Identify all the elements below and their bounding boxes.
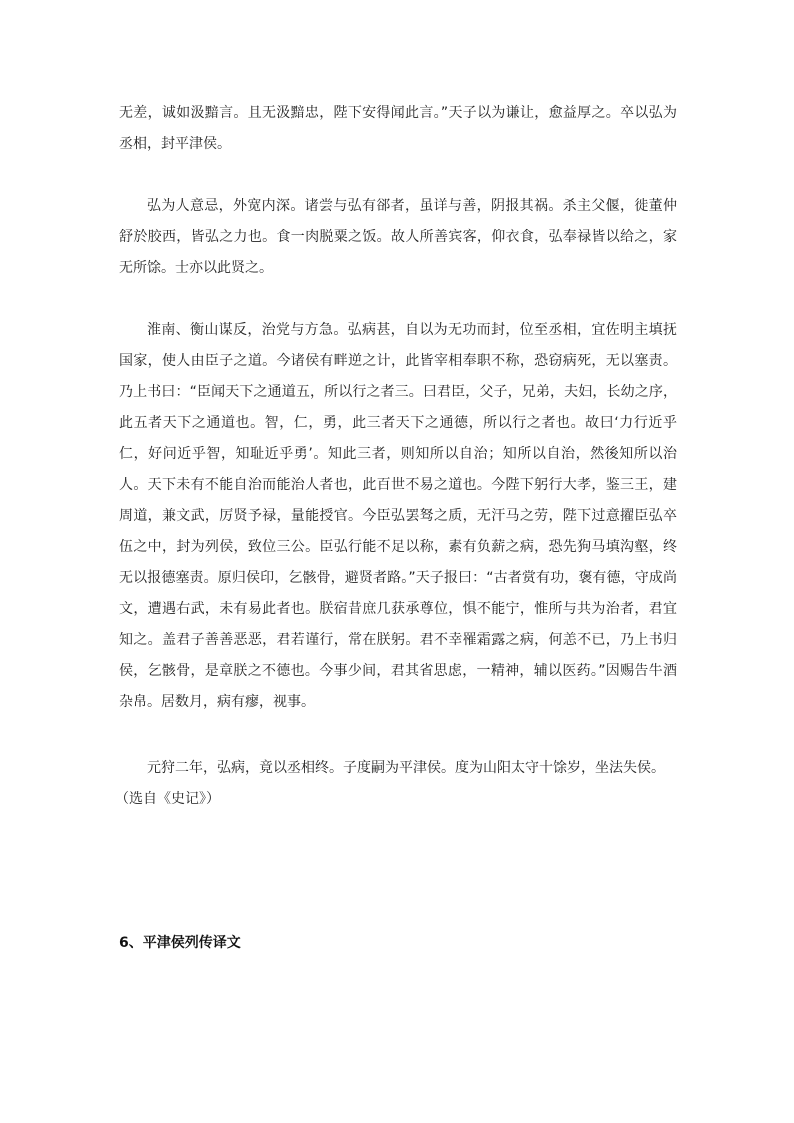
section-heading: 6、平津侯列传译文 — [119, 935, 241, 951]
paragraph-1: 无差，诚如汲黯言。且无汲黯忠，陛下安得闻此言。”天子以为谦让，愈益厚之。卒以弘为丞相，封平津侯。 — [119, 105, 677, 152]
paragraph-4-text: 元狩二年，弘病，竟以丞相终。子度嗣为平津侯。度为山阳太守十馀岁，坐法失侯。 — [147, 760, 665, 776]
paragraph-2: 弘为人意忌，外宽内深。诸尝与弘有郤者，虽详与善，阴报其祸。杀主父偃，徙董仲舒於胶西，皆弘之力也。食一肉脱粟之饭。故人所善宾客，仰衣食，弘奉禄皆以给之，家无所馀。士亦以此贤之。 — [119, 198, 677, 276]
source-citation: （选自《史记》） — [115, 791, 220, 807]
paragraph-3: 淮南、衡山谋反，治党与方急。弘病甚，自以为无功而封，位至丞相，宜佐明主填抚国家，使人由臣子之道。今诸侯有畔逆之计，此皆宰相奉职不称，恐窃病死，无以塞责。乃上书曰：“臣闻天下之通道五，所以行之者三。曰君臣，父子，兄弟，夫妇，长幼之序，此五者天下之通道也。智，仁，勇，此三者天下之通德，所以行之者也。故曰‘力行近乎仁，好问近乎智，知耻近乎勇’。知此三者，则知所以自治；知所以自治，然後知所以治人。天下未有不能自治而能治人者也，此百世不易之道也。今陛下躬行大孝，鉴三王，建周道，兼文武，厉贤予禄，量能授官。今臣弘罢驽之质，无汗马之劳，陛下过意擢臣弘卒伍之中，封为列侯，致位三公。臣弘行能不足以称，素有负薪之病，恐先狗马填沟壑，终无以报德塞责。原归侯印，乞骸骨，避贤者路。”天子报曰：“古者赏有功，褒有德，守成尚文，遭遇右武，未有易此者也。朕宿昔庶几获承尊位，惧不能宁，惟所与共为治者，君宜知之。盖君子善善恶恶，君若谨行，常在朕躬。君不幸罹霜露之病，何恙不已，乃上书归侯，乞骸骨，是章朕之不德也。今事少间，君其省思虑，一精神，辅以医药。”因赐告牛酒杂帛。居数月，病有瘳，视事。 — [119, 322, 677, 710]
paragraph-4 — [115, 753, 677, 815]
